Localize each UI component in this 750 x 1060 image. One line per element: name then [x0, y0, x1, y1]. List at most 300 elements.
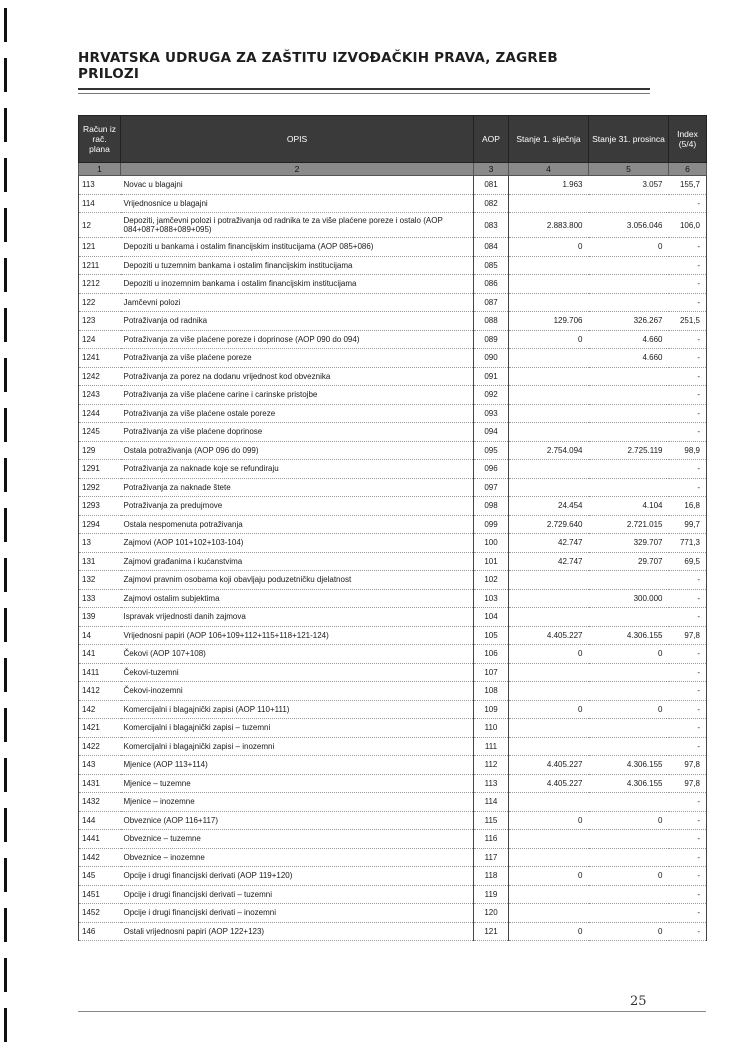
cell-balance-start: 0: [509, 867, 589, 886]
cell-index: -: [669, 386, 707, 405]
cell-index: -: [669, 830, 707, 849]
cell-account: 1243: [79, 386, 121, 405]
cell-description: Potraživanja za naknade štete: [121, 478, 474, 497]
cell-balance-start: 2.729.640: [509, 515, 589, 534]
cell-balance-end: 0: [589, 700, 669, 719]
cell-balance-start: 4.405.227: [509, 756, 589, 775]
table-row: [79, 256, 707, 275]
cell-balance-end: [589, 367, 669, 386]
cell-index: -: [669, 293, 707, 312]
cell-balance-start: 1.963: [509, 176, 589, 195]
cell-aop: 113: [474, 774, 509, 793]
table-row: [79, 312, 707, 331]
cell-index: -: [669, 885, 707, 904]
cell-aop: 082: [474, 194, 509, 213]
col-header-index: Index (5/4): [669, 116, 707, 163]
table-row: [79, 367, 707, 386]
cell-aop: 120: [474, 904, 509, 923]
table-row: [79, 811, 707, 830]
cell-aop: 119: [474, 885, 509, 904]
table-row: [79, 404, 707, 423]
table-row: [79, 848, 707, 867]
cell-description: Potraživanja za naknade koje se refundiraju: [121, 460, 474, 479]
page-header: [78, 50, 658, 82]
cell-aop: 092: [474, 386, 509, 405]
cell-index: 97,8: [669, 774, 707, 793]
table-row: [79, 645, 707, 664]
cell-balance-end: [589, 885, 669, 904]
cell-balance-start: [509, 830, 589, 849]
table-row: [79, 867, 707, 886]
cell-balance-start: [509, 571, 589, 590]
table-row: [79, 885, 707, 904]
cell-account: 1292: [79, 478, 121, 497]
cell-balance-start: 42.747: [509, 534, 589, 553]
cell-balance-end: [589, 293, 669, 312]
cell-description: Zajmovi (AOP 101+102+103-104): [121, 534, 474, 553]
table-body: [79, 176, 707, 941]
cell-description: Opcije i drugi financijski derivati (AOP 119+120): [121, 867, 474, 886]
col-header-description: OPIS: [121, 116, 474, 163]
cell-balance-start: [509, 423, 589, 442]
cell-balance-end: [589, 194, 669, 213]
col-number: 4: [509, 163, 589, 176]
cell-aop: 116: [474, 830, 509, 849]
cell-account: 143: [79, 756, 121, 775]
cell-index: -: [669, 608, 707, 627]
cell-balance-end: 3.056.046: [589, 213, 669, 238]
table-row: [79, 737, 707, 756]
cell-account: 1411: [79, 663, 121, 682]
column-number-row: [79, 163, 707, 176]
cell-account: 1422: [79, 737, 121, 756]
col-number: 6: [669, 163, 707, 176]
cell-description: Potraživanja za više plaćene poreze: [121, 349, 474, 368]
cell-description: Depoziti u inozemnim bankama i ostalim financijskim institucijama: [121, 275, 474, 294]
table-row: [79, 663, 707, 682]
table-row: [79, 176, 707, 195]
cell-balance-start: [509, 885, 589, 904]
cell-account: 1212: [79, 275, 121, 294]
cell-balance-end: [589, 386, 669, 405]
document-title: HRVATSKA UDRUGA ZA ZAŠTITU IZVOĐAČKIH PRAVA, ZAGREB: [78, 50, 558, 66]
cell-balance-start: 0: [509, 811, 589, 830]
cell-balance-end: 4.306.155: [589, 774, 669, 793]
cell-index: -: [669, 349, 707, 368]
cell-balance-start: [509, 349, 589, 368]
cell-balance-end: [589, 256, 669, 275]
cell-index: -: [669, 737, 707, 756]
footer-rule: [78, 1011, 706, 1012]
cell-balance-start: 129.706: [509, 312, 589, 331]
cell-aop: 098: [474, 497, 509, 516]
cell-balance-start: [509, 194, 589, 213]
cell-index: 16,8: [669, 497, 707, 516]
cell-aop: 121: [474, 922, 509, 941]
cell-account: 1451: [79, 885, 121, 904]
cell-balance-start: [509, 682, 589, 701]
cell-balance-start: [509, 904, 589, 923]
cell-balance-end: [589, 737, 669, 756]
cell-description: Potraživanja za više plaćene poreze i doprinose (AOP 090 do 094): [121, 330, 474, 349]
table-row: [79, 719, 707, 738]
table-row: [79, 386, 707, 405]
cell-index: -: [669, 645, 707, 664]
cell-description: Opcije i drugi financijski derivati – tuzemni: [121, 885, 474, 904]
cell-account: 124: [79, 330, 121, 349]
cell-balance-end: 300.000: [589, 589, 669, 608]
cell-balance-start: 0: [509, 645, 589, 664]
cell-balance-end: [589, 904, 669, 923]
cell-index: -: [669, 682, 707, 701]
cell-description: Komercijalni i blagajnički zapisi – tuzemni: [121, 719, 474, 738]
cell-account: 1245: [79, 423, 121, 442]
table-row: [79, 774, 707, 793]
cell-balance-start: 0: [509, 238, 589, 257]
cell-index: -: [669, 275, 707, 294]
cell-account: 142: [79, 700, 121, 719]
cell-account: 146: [79, 922, 121, 941]
col-header-balance-end: Stanje 31. prosinca: [589, 116, 669, 163]
table-row: [79, 497, 707, 516]
table-row: [79, 830, 707, 849]
cell-description: Depoziti u bankama i ostalim financijskim institucijama (AOP 085+086): [121, 238, 474, 257]
cell-aop: 081: [474, 176, 509, 195]
cell-index: -: [669, 811, 707, 830]
cell-aop: 093: [474, 404, 509, 423]
cell-account: 114: [79, 194, 121, 213]
page-number: 25: [630, 994, 647, 1009]
cell-account: 129: [79, 441, 121, 460]
cell-balance-end: 4.306.155: [589, 756, 669, 775]
cell-balance-end: [589, 275, 669, 294]
cell-balance-end: [589, 423, 669, 442]
cell-aop: 118: [474, 867, 509, 886]
cell-aop: 088: [474, 312, 509, 331]
cell-aop: 084: [474, 238, 509, 257]
cell-account: 141: [79, 645, 121, 664]
cell-index: -: [669, 256, 707, 275]
cell-aop: 109: [474, 700, 509, 719]
cell-balance-start: [509, 275, 589, 294]
cell-balance-end: [589, 571, 669, 590]
cell-account: 1431: [79, 774, 121, 793]
cell-index: -: [669, 719, 707, 738]
cell-description: Potraživanja za više plaćene ostale poreze: [121, 404, 474, 423]
cell-balance-end: 4.660: [589, 330, 669, 349]
cell-description: Komercijalni i blagajnički zapisi – inozemni: [121, 737, 474, 756]
col-number: 5: [589, 163, 669, 176]
cell-account: 144: [79, 811, 121, 830]
cell-aop: 091: [474, 367, 509, 386]
cell-description: Potraživanja za više plaćene carine i carinske pristojbe: [121, 386, 474, 405]
cell-balance-start: [509, 460, 589, 479]
cell-aop: 110: [474, 719, 509, 738]
cell-index: -: [669, 423, 707, 442]
cell-balance-end: [589, 848, 669, 867]
cell-description: Potraživanja za više plaćene doprinose: [121, 423, 474, 442]
cell-balance-end: 326.267: [589, 312, 669, 331]
table-row: [79, 922, 707, 941]
cell-balance-end: [589, 682, 669, 701]
cell-balance-start: 0: [509, 700, 589, 719]
cell-account: 1442: [79, 848, 121, 867]
cell-account: 139: [79, 608, 121, 627]
cell-description: Zajmovi ostalim subjektima: [121, 589, 474, 608]
cell-account: 122: [79, 293, 121, 312]
cell-balance-start: [509, 848, 589, 867]
cell-aop: 114: [474, 793, 509, 812]
table-row: [79, 793, 707, 812]
cell-balance-start: 0: [509, 922, 589, 941]
cell-balance-end: 0: [589, 867, 669, 886]
cell-index: -: [669, 848, 707, 867]
cell-description: Novac u blagajni: [121, 176, 474, 195]
table-row: [79, 626, 707, 645]
cell-account: 145: [79, 867, 121, 886]
cell-index: -: [669, 194, 707, 213]
cell-index: 106,0: [669, 213, 707, 238]
cell-account: 1293: [79, 497, 121, 516]
table-row: [79, 904, 707, 923]
cell-balance-end: [589, 460, 669, 479]
cell-balance-start: 24.454: [509, 497, 589, 516]
cell-index: -: [669, 922, 707, 941]
cell-index: -: [669, 404, 707, 423]
cell-account: 132: [79, 571, 121, 590]
cell-balance-end: 29.707: [589, 552, 669, 571]
table-row: [79, 330, 707, 349]
report-table: [78, 115, 707, 941]
cell-description: Zajmovi građanima i kućanstvima: [121, 552, 474, 571]
cell-balance-start: [509, 608, 589, 627]
cell-index: -: [669, 793, 707, 812]
cell-aop: 101: [474, 552, 509, 571]
cell-balance-end: [589, 663, 669, 682]
cell-index: 99,7: [669, 515, 707, 534]
cell-aop: 111: [474, 737, 509, 756]
cell-balance-start: [509, 793, 589, 812]
document-subtitle: PRILOZI: [78, 66, 140, 82]
cell-account: 1242: [79, 367, 121, 386]
cell-description: Ispravak vrijednosti danih zajmova: [121, 608, 474, 627]
cell-index: 97,8: [669, 756, 707, 775]
table-row: [79, 349, 707, 368]
cell-balance-end: 2.725.119: [589, 441, 669, 460]
cell-index: 155,7: [669, 176, 707, 195]
cell-balance-start: [509, 737, 589, 756]
cell-account: 1294: [79, 515, 121, 534]
table-row: [79, 534, 707, 553]
cell-index: -: [669, 330, 707, 349]
col-number: 1: [79, 163, 121, 176]
cell-description: Vrijednosnice u blagajni: [121, 194, 474, 213]
cell-balance-start: 4.405.227: [509, 774, 589, 793]
cell-balance-end: [589, 478, 669, 497]
cell-balance-end: 0: [589, 238, 669, 257]
cell-description: Obveznice (AOP 116+117): [121, 811, 474, 830]
cell-aop: 117: [474, 848, 509, 867]
cell-account: 121: [79, 238, 121, 257]
cell-aop: 105: [474, 626, 509, 645]
table-row: [79, 423, 707, 442]
cell-description: Obveznice – tuzemne: [121, 830, 474, 849]
cell-balance-end: 329.707: [589, 534, 669, 553]
col-header-account: Račun iz rač. plana: [79, 116, 121, 163]
cell-description: Mjenice – inozemne: [121, 793, 474, 812]
cell-account: 123: [79, 312, 121, 331]
binding-marks: [4, 0, 8, 1060]
table-row: [79, 589, 707, 608]
cell-index: -: [669, 460, 707, 479]
cell-description: Čekovi (AOP 107+108): [121, 645, 474, 664]
cell-aop: 095: [474, 441, 509, 460]
cell-account: 133: [79, 589, 121, 608]
table-header-row: [79, 116, 707, 163]
cell-description: Ostali vrijednosni papiri (AOP 122+123): [121, 922, 474, 941]
cell-aop: 115: [474, 811, 509, 830]
cell-index: -: [669, 700, 707, 719]
cell-aop: 096: [474, 460, 509, 479]
cell-aop: 090: [474, 349, 509, 368]
cell-aop: 086: [474, 275, 509, 294]
table-row: [79, 608, 707, 627]
table-row: [79, 275, 707, 294]
table-row: [79, 756, 707, 775]
cell-account: 1244: [79, 404, 121, 423]
cell-aop: 102: [474, 571, 509, 590]
cell-index: 97,8: [669, 626, 707, 645]
cell-aop: 089: [474, 330, 509, 349]
cell-balance-start: 0: [509, 330, 589, 349]
cell-balance-start: [509, 293, 589, 312]
cell-balance-end: 4.660: [589, 349, 669, 368]
cell-index: -: [669, 571, 707, 590]
cell-description: Potraživanja za porez na dodanu vrijednost kod obveznika: [121, 367, 474, 386]
cell-index: 98,9: [669, 441, 707, 460]
cell-description: Ostala potraživanja (AOP 096 do 099): [121, 441, 474, 460]
cell-balance-start: [509, 256, 589, 275]
cell-account: 113: [79, 176, 121, 195]
cell-index: 69,5: [669, 552, 707, 571]
cell-balance-end: 0: [589, 645, 669, 664]
cell-balance-end: [589, 608, 669, 627]
table-row: [79, 682, 707, 701]
cell-description: Vrijednosni papiri (AOP 106+109+112+115+118+121-124): [121, 626, 474, 645]
table-row: [79, 441, 707, 460]
cell-balance-end: 3.057: [589, 176, 669, 195]
cell-account: 1412: [79, 682, 121, 701]
col-number: 2: [121, 163, 474, 176]
cell-index: -: [669, 589, 707, 608]
cell-balance-end: [589, 830, 669, 849]
cell-aop: 104: [474, 608, 509, 627]
cell-description: Mjenice (AOP 113+114): [121, 756, 474, 775]
cell-description: Potraživanja od radnika: [121, 312, 474, 331]
cell-aop: 083: [474, 213, 509, 238]
cell-aop: 100: [474, 534, 509, 553]
cell-description: Čekovi-inozemni: [121, 682, 474, 701]
table-row: [79, 700, 707, 719]
cell-aop: 094: [474, 423, 509, 442]
cell-description: Komercijalni i blagajnički zapisi (AOP 110+111): [121, 700, 474, 719]
table-row: [79, 238, 707, 257]
cell-description: Čekovi-tuzemni: [121, 663, 474, 682]
cell-balance-start: [509, 404, 589, 423]
cell-account: 12: [79, 213, 121, 238]
cell-balance-start: 2.754.094: [509, 441, 589, 460]
cell-account: 13: [79, 534, 121, 553]
cell-balance-end: [589, 404, 669, 423]
cell-index: -: [669, 663, 707, 682]
cell-index: 771,3: [669, 534, 707, 553]
cell-aop: 087: [474, 293, 509, 312]
cell-balance-start: [509, 663, 589, 682]
cell-balance-end: [589, 793, 669, 812]
header-rule: [78, 88, 650, 90]
cell-balance-end: 0: [589, 811, 669, 830]
cell-account: 1432: [79, 793, 121, 812]
cell-account: 131: [79, 552, 121, 571]
cell-aop: 106: [474, 645, 509, 664]
cell-aop: 108: [474, 682, 509, 701]
cell-balance-start: 4.405.227: [509, 626, 589, 645]
cell-description: Mjenice – tuzemne: [121, 774, 474, 793]
table-row: [79, 213, 707, 238]
cell-account: 1241: [79, 349, 121, 368]
cell-balance-start: [509, 367, 589, 386]
cell-description: Depoziti u tuzemnim bankama i ostalim financijskim institucijama: [121, 256, 474, 275]
cell-description: Depoziti, jamčevni polozi i potraživanja od radnika te za više plaćene poreze i ostalo (AOP 084+087+088+089+095): [121, 213, 474, 238]
cell-aop: 097: [474, 478, 509, 497]
cell-account: 1452: [79, 904, 121, 923]
cell-index: -: [669, 478, 707, 497]
cell-account: 1211: [79, 256, 121, 275]
cell-aop: 085: [474, 256, 509, 275]
cell-balance-start: [509, 386, 589, 405]
cell-index: -: [669, 867, 707, 886]
cell-aop: 107: [474, 663, 509, 682]
cell-balance-end: 4.306.155: [589, 626, 669, 645]
cell-description: Opcije i drugi financijski derivati – inozemni: [121, 904, 474, 923]
cell-index: 251,5: [669, 312, 707, 331]
col-number: 3: [474, 163, 509, 176]
col-header-aop: AOP: [474, 116, 509, 163]
cell-aop: 112: [474, 756, 509, 775]
table-row: [79, 515, 707, 534]
cell-balance-end: [589, 719, 669, 738]
cell-balance-start: [509, 478, 589, 497]
cell-aop: 099: [474, 515, 509, 534]
cell-account: 14: [79, 626, 121, 645]
cell-account: 1291: [79, 460, 121, 479]
cell-balance-start: [509, 719, 589, 738]
cell-balance-end: 0: [589, 922, 669, 941]
cell-description: Jamčevni polozi: [121, 293, 474, 312]
cell-index: -: [669, 904, 707, 923]
table-row: [79, 194, 707, 213]
cell-account: 1421: [79, 719, 121, 738]
cell-balance-start: [509, 589, 589, 608]
col-header-balance-start: Stanje 1. siječnja: [509, 116, 589, 163]
cell-balance-end: 2.721.015: [589, 515, 669, 534]
cell-index: -: [669, 238, 707, 257]
table-row: [79, 293, 707, 312]
cell-index: -: [669, 367, 707, 386]
cell-balance-start: 2.883.800: [509, 213, 589, 238]
cell-description: Obveznice – inozemne: [121, 848, 474, 867]
table-row: [79, 552, 707, 571]
